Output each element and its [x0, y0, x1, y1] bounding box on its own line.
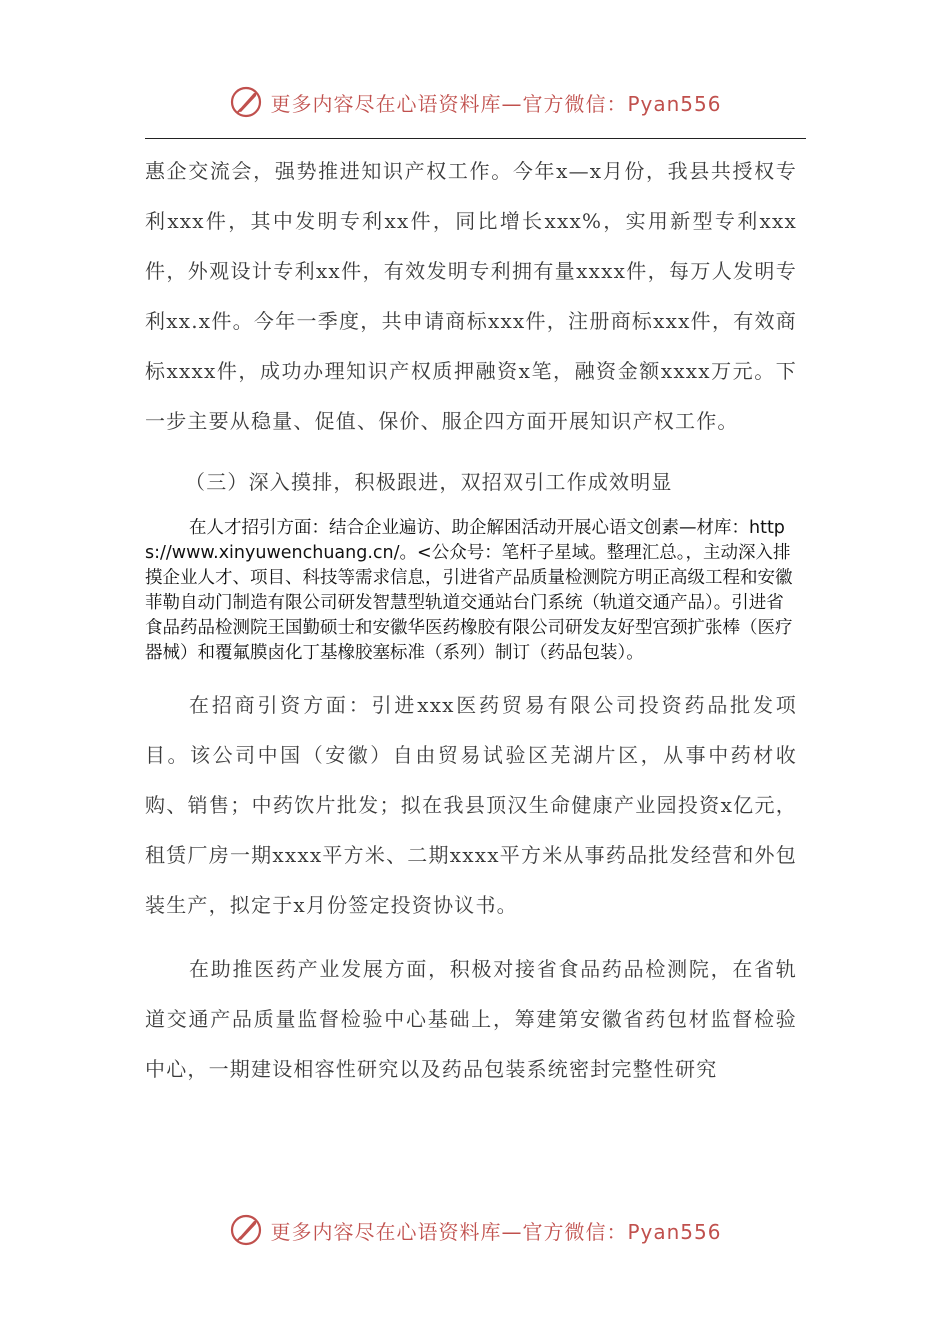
section-heading-3: （三）深入摸排，积极跟进，双招双引工作成效明显 — [185, 470, 673, 494]
paragraph-ip-statistics: 惠企交流会，强势推进知识产权工作。今年x—x月份，我县共授权专利xxx件，其中发明专利xx件，同比增长xxx%，实用新型专利xxx件，外观设计专利xx件，有效发明专利拥有量xxxx件，每万人发明专利xx.x件。今年一季度，共申请商标xxx件，注册商标xxx件，有效商标xxxx件，成功办理知识产权质押融资x笔，融资金额xxxx万元。下一步主要从稳量、促值、保价、服企四方面开展知识产权工作。 — [145, 159, 797, 433]
quill-logo-icon — [228, 1212, 264, 1248]
paragraph-talent-recruitment: 在人才招引方面：结合企业遍访、助企解困活动开展心语文创素—材库：https://www.xinyuwenchuang.cn/。<公众号：笔杆子星域。整理汇总。，主动深入排摸企业人才、项目、科技等需求信息，引进省产品质量检测院方明正高级工程和安徽菲勒自动门制造有限公司研发智慧型轨道交通站台门系统（轨道交通产品）。引进省食品药品检测院王国勤硕士和安徽华医药橡胶有限公司研发友好型宫颈扩张棒（医疗器械）和覆氟膜卤化丁基橡胶塞标准（系列）制订（药品包装）。 — [145, 518, 793, 663]
header-banner-text: 更多内容尽在心语资料库—官方微信：Pyan556 — [270, 91, 722, 116]
footer-banner — [0, 1208, 950, 1252]
header-banner — [0, 80, 950, 124]
paragraph-pharma-industry: 在助推医药产业发展方面，积极对接省食品药品检测院，在省轨道交通产品质量监督检验中心基础上，筹建第安徽省药包材监督检验中心，一期建设相容性研究以及药品包装系统密封完整性研究 — [145, 957, 797, 1081]
footer-banner-text: 更多内容尽在心语资料库—官方微信：Pyan556 — [270, 1219, 722, 1244]
document-body — [145, 146, 797, 1094]
quill-logo-icon — [228, 84, 264, 120]
header-divider — [145, 138, 806, 139]
paragraph-investment: 在招商引资方面：引进xxx医药贸易有限公司投资药品批发项目。该公司中国（安徽）自由贸易试验区芜湖片区，从事中药材收购、销售；中药饮片批发；拟在我县顶汉生命健康产业园投资x亿元，租赁厂房一期xxxx平方米、二期xxxx平方米从事药品批发经营和外包装生产，拟定于x月份签定投资协议书。 — [145, 693, 797, 917]
